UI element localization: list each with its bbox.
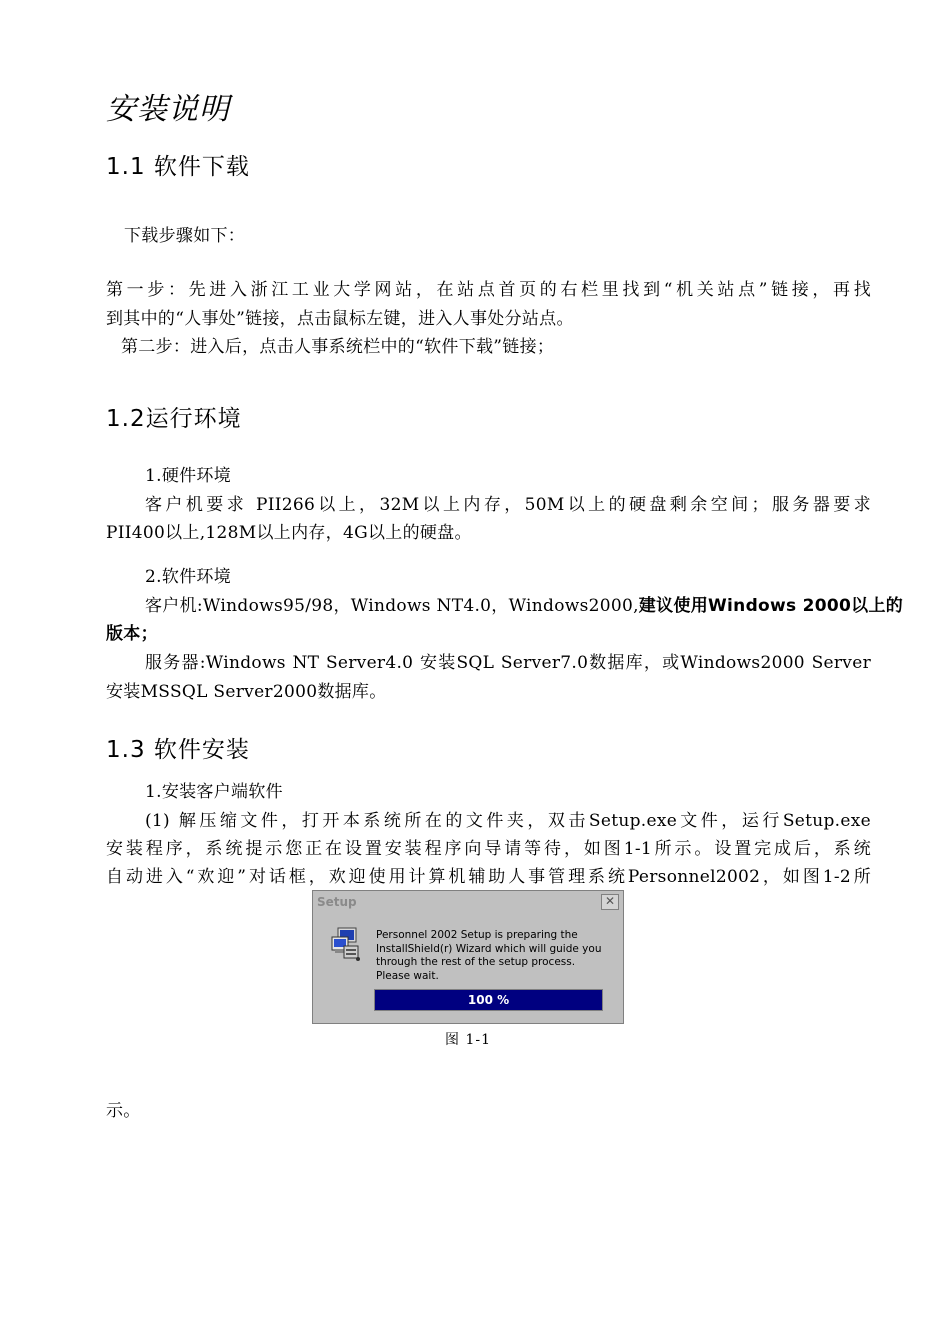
client-os-recommendation-end: 版本； (106, 624, 158, 644)
page-title: 安装说明 (106, 92, 230, 127)
dialog-title-bar (314, 892, 622, 913)
paragraph-client-os (145, 591, 903, 616)
paragraph-steps-intro: 下载步骤如下： (124, 226, 246, 246)
progress-bar (374, 989, 603, 1011)
paragraph-step1-line2: 到其中的“人事处”链接，点击鼠标左键，进入人事处分站点。 (106, 309, 574, 329)
paragraph-hardware-line2: PII400以上,128M以上内存，4G以上的硬盘。 (106, 523, 472, 543)
paragraph-step2: 第二步：进入后，点击人事系统栏中的“软件下载”链接； (121, 337, 555, 357)
close-icon: ✕ (601, 894, 619, 910)
paragraph-hardware-line1: 客户机要求 PII266以上，32M以上内存，50M以上的硬盘剩余空间；服务器要求 (145, 495, 871, 515)
dialog-message: Personnel 2002 Setup is preparing the InstallShield(r) Wizard which will guide you through the rest of the setup process. Please wait. (376, 929, 602, 982)
paragraph-install-line4: 示。 (106, 1101, 141, 1121)
paragraph-install-line2: 安装程序，系统提示您正在设置安装程序向导请等待，如图1-1所示。设置完成后，系统 (106, 839, 871, 859)
subheading-software: 2.软件环境 (145, 567, 232, 587)
paragraph-server-line2: 安装MSSQL Server2000数据库。 (106, 682, 387, 702)
dialog-title: Setup (317, 895, 357, 909)
client-os-recommendation: 建议使用Windows 2000以上的 (638, 596, 904, 616)
figure-caption: 图 1-1 (445, 1032, 491, 1048)
section-heading-install: 1.3 软件安装 (106, 737, 250, 763)
client-os-text: 客户机:Windows95/98，Windows NT4.0，Windows2000, (145, 596, 639, 616)
section-heading-download: 1.1 软件下载 (106, 154, 250, 180)
paragraph-install-line1: (1) 解压缩文件，打开本系统所在的文件夹，双击Setup.exe文件，运行Setup.exe (145, 811, 871, 831)
installer-computer-icon (329, 925, 365, 963)
paragraph-server-line1: 服务器:Windows NT Server4.0 安装SQL Server7.0数据库，或Windows2000 Server (145, 653, 871, 673)
section-heading-environment: 1.2运行环境 (106, 406, 242, 432)
paragraph-step1-line1: 第一步：先进入浙江工业大学网站，在站点首页的右栏里找到“机关站点”链接，再找 (106, 280, 871, 300)
subheading-hardware: 1.硬件环境 (145, 466, 232, 486)
paragraph-install-line3: 自动进入“欢迎”对话框，欢迎使用计算机辅助人事管理系统Personnel2002，如图1-2所 (106, 867, 871, 887)
setup-dialog-screenshot (312, 890, 624, 1024)
subheading-install-client: 1.安装客户端软件 (145, 782, 283, 802)
progress-label: 100 % (467, 993, 510, 1007)
paragraph-client-os-end (106, 619, 158, 644)
